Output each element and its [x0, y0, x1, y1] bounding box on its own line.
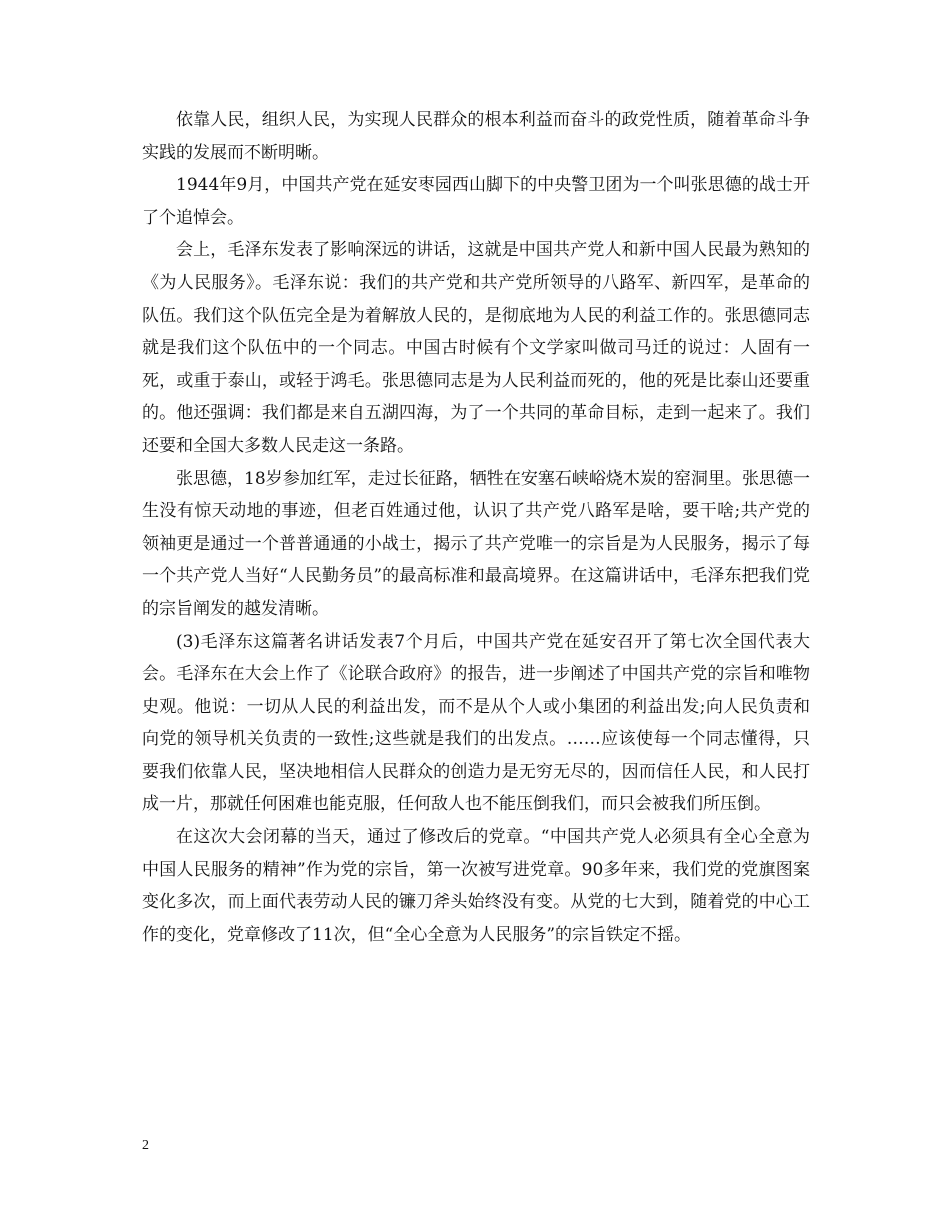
paragraph-6: 在这次大会闭幕的当天，通过了修改后的党章。“中国共产党人必须具有全心全意为中国人民服务的精神”作为党的宗旨，第一次被写进党章。90多年来，我们党的党旗图案变化多次，而上面代表劳动人民的镰刀斧头始终没有变。从党的七大到，随着党的中心工作的变化，党章修改了11次，但“全心全意为人民服务”的宗旨铁定不摇。 [142, 827, 810, 945]
paragraph-2: 1944年9月，中国共产党在延安枣园西山脚下的中央警卫团为一个叫张思德的战士开了个追悼会。 [142, 175, 810, 228]
paragraph-4: 张思德，18岁参加红军，走过长征路，牺牲在安塞石峡峪烧木炭的窑洞里。张思德一生没有惊天动地的事迹，但老百姓通过他，认识了共产党八路军是啥，要干啥;共产党的领袖更是通过一个普普通通的小战士，揭示了共产党唯一的宗旨是为人民服务，揭示了每一个共产党人当好“人民勤务员”的最高标准和最高境界。在这篇讲话中，毛泽东把我们党的宗旨阐发的越发清晰。 [142, 468, 810, 619]
paragraph-5: (3)毛泽东这篇著名讲话发表7个月后，中国共产党在延安召开了第七次全国代表大会。毛泽东在大会上作了《论联合政府》的报告，进一步阐述了中国共产党的宗旨和唯物史观。他说：一切从人民的利益出发，而不是从个人或小集团的利益出发;向人民负责和向党的领导机关负责的一致性;这些就是我们的出发点。……应该使每一个同志懂得，只要我们依靠人民，坚决地相信人民群众的创造力是无穷无尽的，因而信任人民，和人民打成一片，那就任何困难也能克服，任何敌人也不能压倒我们，而只会被我们所压倒。 [142, 631, 810, 815]
paragraph-3: 会上，毛泽东发表了影响深远的讲话，这就是中国共产党人和新中国人民最为熟知的《为人民服务》。毛泽东说：我们的共产党和共产党所领导的八路军、新四军，是革命的队伍。我们这个队伍完全是为着解放人民的，是彻底地为人民的利益工作的。张思德同志就是我们这个队伍中的一个同志。中国古时候有个文学家叫做司马迁的说过：人固有一死，或重于泰山，或轻于鸿毛。张思德同志是为人民利益而死的，他的死是比泰山还要重的。他还强调：我们都是来自五湖四海，为了一个共同的革命目标，走到一起来了。我们还要和全国大多数人民走这一条路。 [142, 240, 810, 456]
page-number: 2 [142, 1138, 149, 1153]
paragraph-1: 依靠人民，组织人民，为实现人民群众的根本利益而奋斗的政党性质，随着革命斗争实践的发展而不断明晰。 [142, 110, 810, 163]
body-text [142, 104, 810, 951]
